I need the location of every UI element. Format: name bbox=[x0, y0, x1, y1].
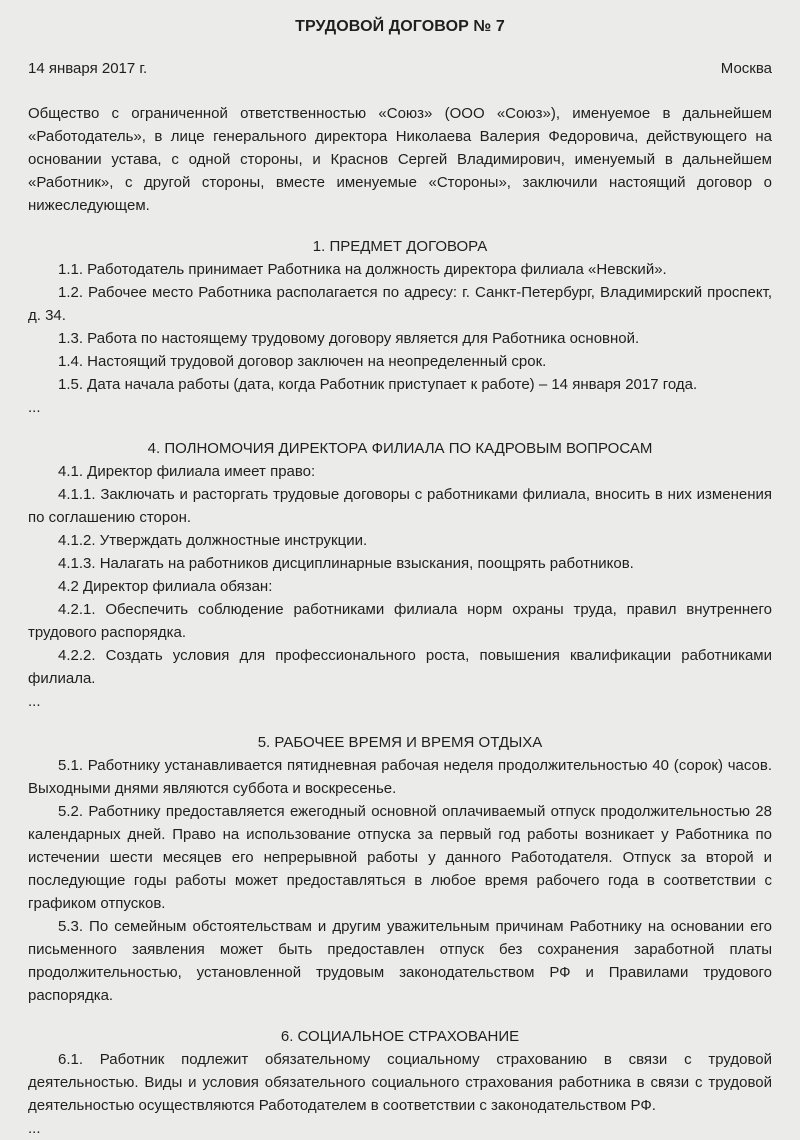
clause: 4.2.2. Создать условия для профессионального роста, повышения квалификации работниками филиала. bbox=[28, 647, 772, 687]
intro-paragraph: Общество с ограниченной ответственностью «Союз» (ООО «Союз»), именуемое в дальнейшем «Работодатель», в лице генерального директора Николаева Валерия Федоровича, действующего на основании устава, с одной стороны, и Краснов Сергей Владимирович, именуемый в дальнейшем «Работник», с другой стороны, вместе именуемые «Стороны», заключили настоящий договор о нижеследующем. bbox=[28, 105, 772, 214]
section-heading: 4. ПОЛНОМОЧИЯ ДИРЕКТОРА ФИЛИАЛА ПО КАДРОВЫМ ВОПРОСАМ bbox=[147, 440, 653, 457]
clause: 1.1. Работодатель принимает Работника на должность директора филиала «Невский». bbox=[58, 261, 667, 278]
section-subject bbox=[28, 235, 772, 419]
omission-ellipsis: ... bbox=[28, 399, 41, 416]
omission-ellipsis: ... bbox=[28, 693, 41, 710]
clause: 4.1. Директор филиала имеет право: bbox=[58, 463, 316, 480]
section-working-hours bbox=[28, 731, 772, 1007]
document-title: ТРУДОВОЙ ДОГОВОР № 7 bbox=[295, 18, 505, 35]
clause: 1.5. Дата начала работы (дата, когда Работник приступает к работе) – 14 января 2017 года. bbox=[58, 376, 698, 393]
clause: 4.2.1. Обеспечить соблюдение работниками филиала норм охраны труда, правил внутреннего трудового распорядка. bbox=[28, 601, 772, 641]
clause: 4.1.2. Утверждать должностные инструкции. bbox=[58, 532, 368, 549]
section-heading: 1. ПРЕДМЕТ ДОГОВОРА bbox=[312, 238, 488, 255]
section-heading: 6. СОЦИАЛЬНОЕ СТРАХОВАНИЕ bbox=[280, 1028, 520, 1045]
clause: 1.2. Рабочее место Работника располагается по адресу: г. Санкт-Петербург, Владимирский проспект, д. 34. bbox=[28, 284, 772, 324]
clause: 6.1. Работник подлежит обязательному социальному страхованию в связи с трудовой деятельностью. Виды и условия обязательного социального страхования работника в связи с трудовой деятельностью осуществляются Работодателем в соответствии с законодательством РФ. bbox=[28, 1051, 772, 1114]
omission-ellipsis: ... bbox=[28, 1120, 41, 1137]
clause: 1.4. Настоящий трудовой договор заключен на неопределенный срок. bbox=[58, 353, 547, 370]
clause: 4.1.3. Налагать на работников дисциплинарные взыскания, поощрять работников. bbox=[58, 555, 634, 572]
date-city-row bbox=[28, 58, 772, 80]
clause: 4.1.1. Заключать и расторгать трудовые договоры с работниками филиала, вносить в них изменения по соглашению сторон. bbox=[28, 486, 772, 526]
clause: 4.2 Директор филиала обязан: bbox=[58, 578, 273, 595]
clause: 5.3. По семейным обстоятельствам и другим уважительным причинам Работнику на основании его письменного заявления может быть предоставлен отпуск без сохранения заработной платы продолжительностью, установленной трудовым законодательством РФ и Правилами трудового распорядка. bbox=[28, 918, 772, 1004]
document-date: 14 января 2017 г. bbox=[28, 60, 148, 77]
clause: 5.1. Работнику устанавливается пятидневная рабочая неделя продолжительностью 40 (сорок) часов. Выходными днями являются суббота и воскресенье. bbox=[28, 757, 772, 797]
document-city: Москва bbox=[720, 60, 772, 77]
section-social-insurance bbox=[28, 1025, 772, 1140]
clause: 1.3. Работа по настоящему трудовому договору является для Работника основной. bbox=[58, 330, 640, 347]
section-branch-director-powers bbox=[28, 437, 772, 713]
section-heading: 5. РАБОЧЕЕ ВРЕМЯ И ВРЕМЯ ОТДЫХА bbox=[257, 734, 543, 751]
clause: 5.2. Работнику предоставляется ежегодный основной оплачиваемый отпуск продолжительностью 28 календарных дней. Право на использование отпуска за первый год работы возникает у Работника по истечении шести месяцев его непрерывной работы у данного Работодателя. Отпуск за второй и последующие годы работы может предоставляться в любое время рабочего года в соответствии с графиком отпусков. bbox=[28, 803, 772, 912]
